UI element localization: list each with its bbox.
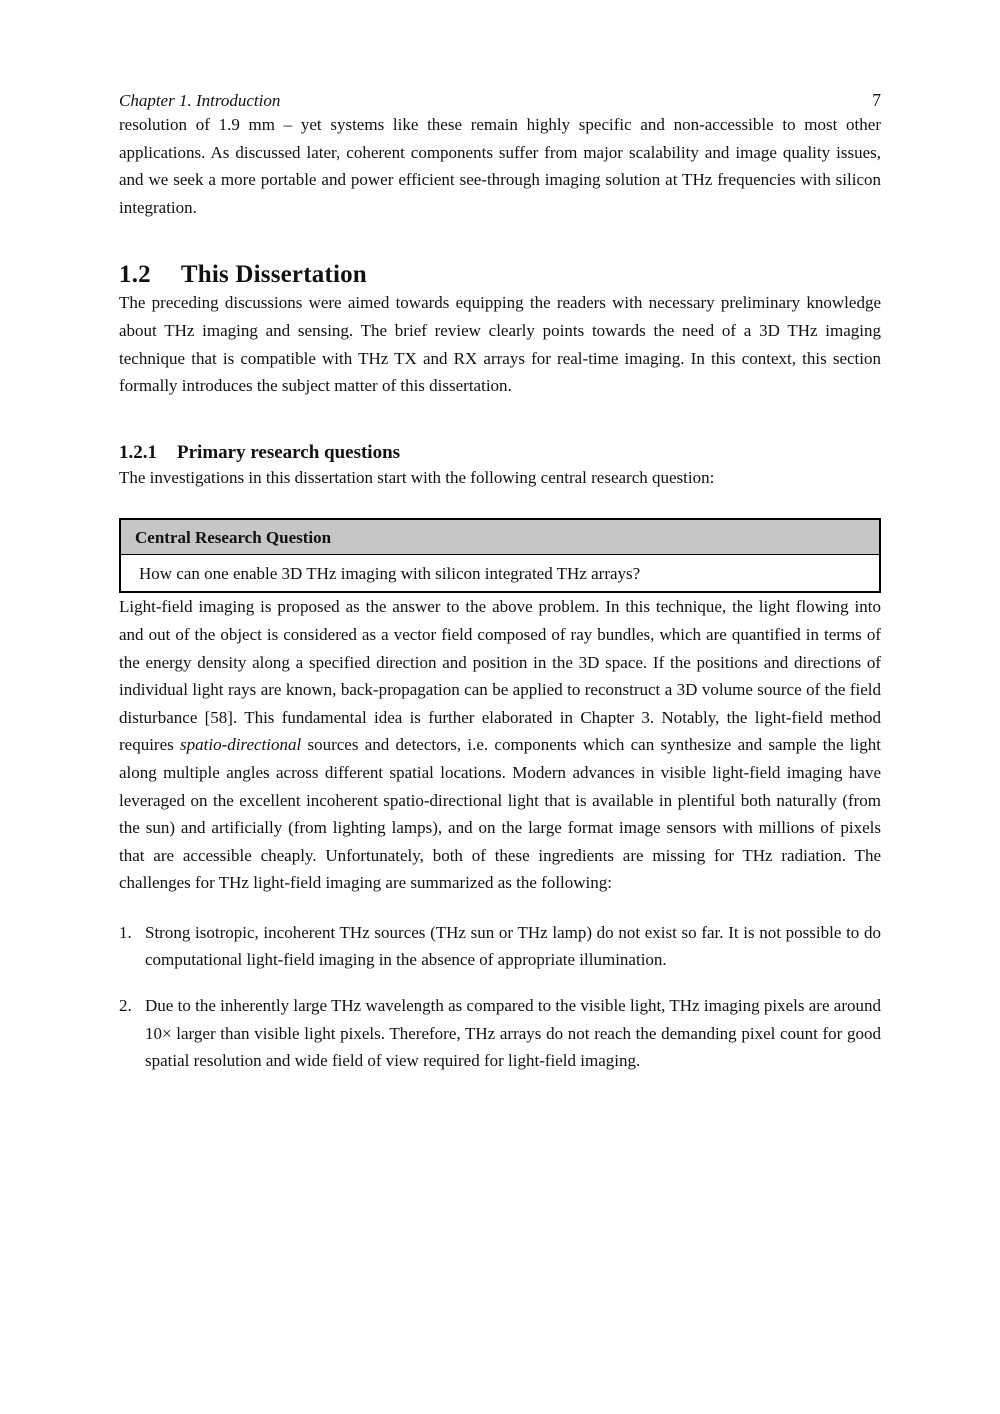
list-item-text: Due to the inherently large THz wavelength as compared to the visible light, THz imaging pixels are around 10× larger than visible light pixels. Therefore, THz arrays do not reach the demanding pixel count for good spatial resolution and wide field of view required for light-field imaging.: [145, 996, 881, 1071]
section-number: 1.2: [119, 261, 151, 289]
list-item: [119, 992, 881, 1075]
paragraph-light-field-seg1: Light-field imaging is proposed as the answer to the above problem. In this technique, the light flowing into and out of the object is considered as a vector field composed of ray bundles, which are quantified in terms of the energy density along a specified direction and position in the 3D space. If the positions and directions of individual light rays are known, back-propagation can be applied to reconstruct a 3D volume source of the field disturbance [58]. This fundamental idea is further elaborated in Chapter 3. Notably, the light-field method requires: [119, 597, 881, 755]
challenges-list: [119, 919, 881, 1075]
subsection-title: Primary research questions: [177, 441, 401, 463]
crq-box-title: Central Research Question: [121, 520, 879, 555]
running-header: [119, 90, 881, 111]
page-number: 7: [872, 90, 881, 110]
subsection-number: 1.2.1: [119, 441, 157, 463]
section-title: This Dissertation: [180, 261, 367, 289]
central-research-question-box: [119, 518, 881, 593]
list-item-text: Strong isotropic, incoherent THz sources (THz sun or THz lamp) do not exist so far. It is not possible to do computational light-field imaging in the absence of appropriate illumination.: [145, 922, 881, 970]
paragraph-investigations: The investigations in this dissertation start with the following central research question:: [119, 467, 715, 487]
list-item-number: 2.: [119, 996, 132, 1016]
list-item-number: 1.: [119, 922, 132, 942]
paragraph-light-field-seg3: sources and detectors, i.e. components which can synthesize and sample the light along multiple angles across different spatial locations. Modern advances in visible light-field imaging have leveraged on the excellent incoherent spatio-directional light that is available in plentiful both naturally (from the sun) and artificially (from lighting lamps), and on the large format image sensors with millions of pixels that are accessible cheaply. Unfortunately, both of these ingredients are missing for THz radiation. The challenges for THz light-field imaging are summarized as the following:: [119, 735, 881, 893]
crq-box-body: How can one enable 3D THz imaging with silicon integrated THz arrays?: [121, 555, 879, 591]
paragraph-preceding-discussions: The preceding discussions were aimed towards equipping the readers with necessary preliminary knowledge about THz imaging and sensing. The brief review clearly points towards the need of a 3D THz imaging technique that is compatible with THz TX and RX arrays for real-time imaging. In this context, this section formally introduces the subject matter of this dissertation.: [119, 293, 881, 396]
paragraph-light-field: [119, 593, 881, 897]
subsection-heading: [119, 442, 881, 464]
chapter-header-text: Chapter 1. Introduction: [119, 91, 281, 110]
paragraph-light-field-italic-term: spatio-directional: [180, 735, 302, 755]
section-heading: [119, 261, 881, 289]
paragraph-resolution: resolution of 1.9 mm – yet systems like these remain highly specific and non-accessible to most other applications. As discussed later, coherent components suffer from major scalability and image quality issues, and we seek a more portable and power efficient see-through imaging solution at THz frequencies with silicon integration.: [119, 115, 881, 217]
list-item: [119, 919, 881, 974]
